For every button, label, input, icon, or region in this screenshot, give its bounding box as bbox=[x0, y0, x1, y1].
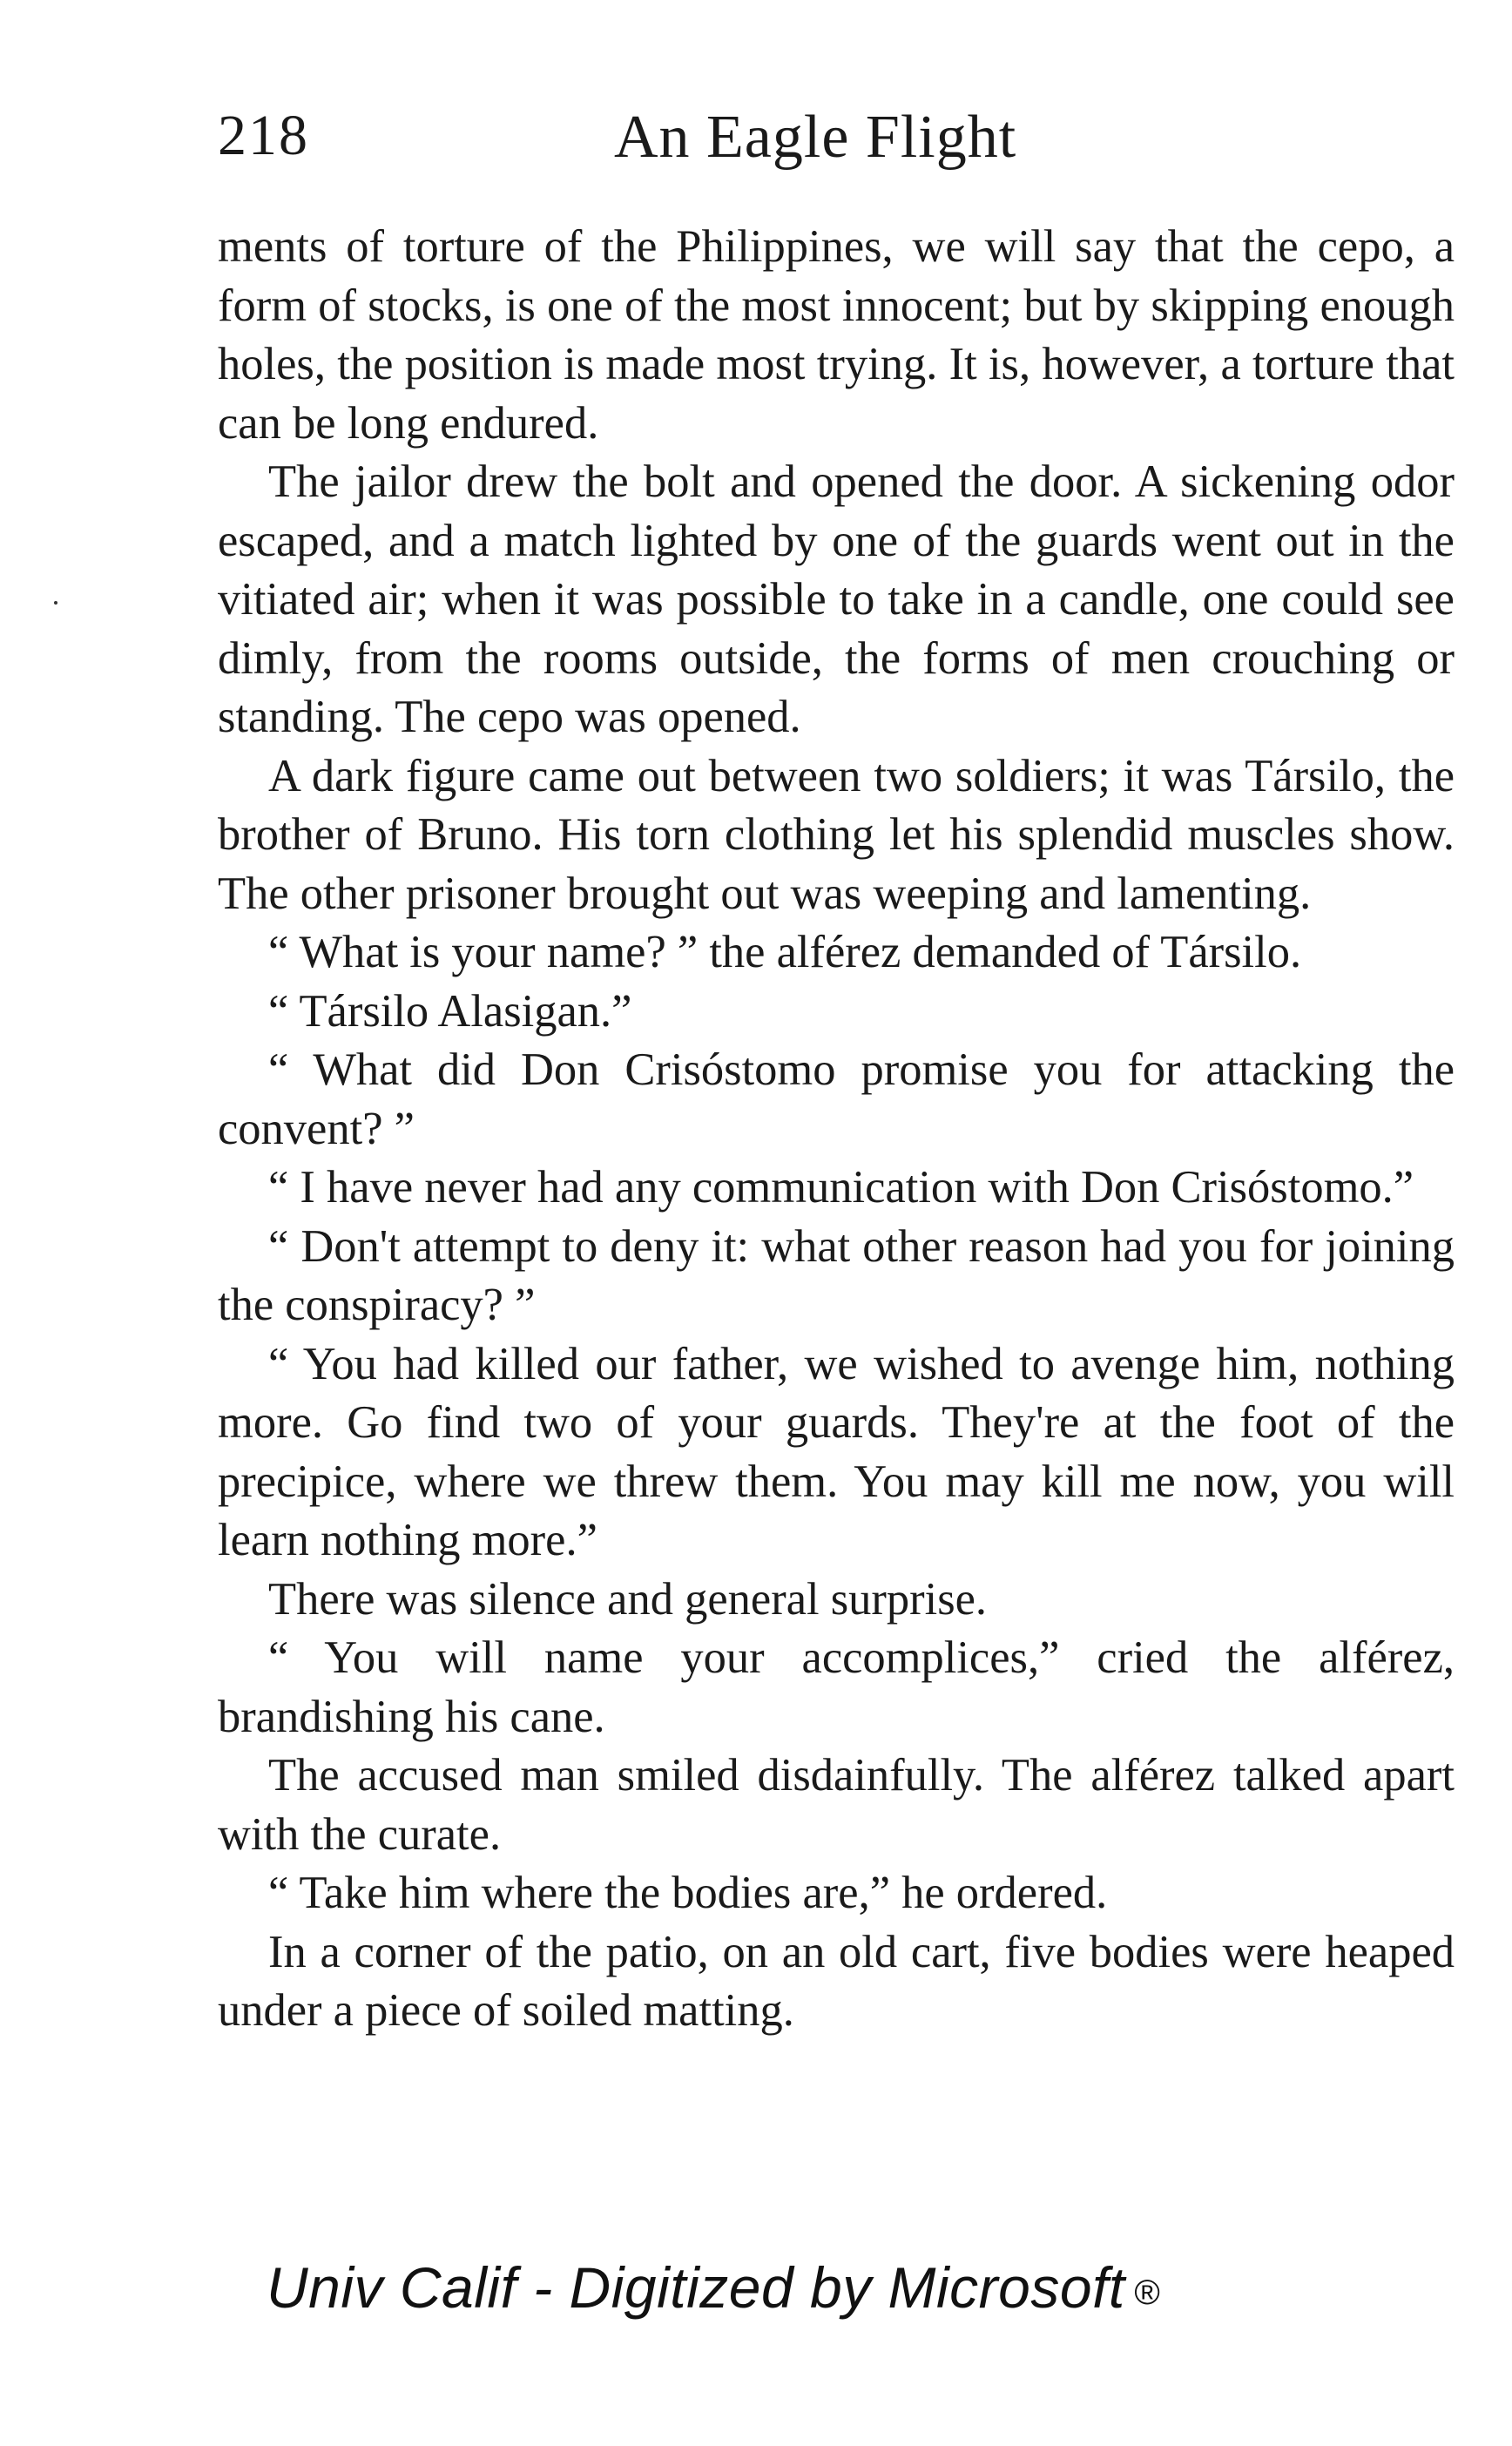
paragraph: “ What did Don Crisóstomo promise you for attacking the convent? ” bbox=[218, 1044, 1455, 1154]
page-number: 218 bbox=[218, 104, 309, 167]
paragraph: “ You will name your accomplices,” cried the alférez, brandishing his cane. bbox=[218, 1632, 1455, 1742]
paragraph: There was silence and general surprise. bbox=[268, 1573, 988, 1625]
body-text bbox=[218, 218, 1455, 2041]
watermark-mark: ® bbox=[1133, 2274, 1160, 2312]
digitization-watermark bbox=[267, 2254, 1312, 2321]
running-title: An Eagle Flight bbox=[614, 104, 1017, 171]
paragraph: “ What is your name? ” the alférez demanded of Társilo. bbox=[268, 927, 1302, 977]
margin-speck bbox=[54, 601, 57, 605]
paragraph: “ Don't attempt to deny it: what other reason had you for joining the conspiracy? ” bbox=[218, 1220, 1455, 1330]
running-header bbox=[218, 103, 1455, 181]
paragraph: The jailor drew the bolt and opened the door. A sickening odor escaped, and a match lighted by one of the guards went out in the vitiated air; when it was possible to take in a candle, one could see dimly, from the rooms outside, the forms of men crouching or standing. The cepo was opened. bbox=[218, 456, 1455, 742]
watermark-text: Univ Calif - Digitized by Microsoft bbox=[267, 2255, 1125, 2320]
paragraph: The accused man smiled disdainfully. The alférez talked apart with the curate. bbox=[218, 1750, 1455, 1860]
paragraph: ments of torture of the Philippines, we will say that the cepo, a form of stocks, is one of the most innocent; but by skipping enough holes, the position is made most trying. It is, however, a torture that can be long endured. bbox=[218, 221, 1455, 449]
paragraph: “ You had killed our father, we wished to avenge him, nothing more. Go find two of your guards. They're at the foot of the precipice, where we threw them. You may kill me now, you will learn nothing more.” bbox=[218, 1338, 1455, 1565]
paragraph: “ Take him where the bodies are,” he ordered. bbox=[268, 1868, 1108, 1918]
paragraph: “ I have never had any communication with Don Crisóstomo.” bbox=[268, 1162, 1414, 1213]
paragraph: A dark figure came out between two soldiers; it was Társilo, the brother of Bruno. His torn clothing let his splendid muscles show. The other prisoner brought out was weeping and lamenting. bbox=[218, 750, 1455, 919]
paragraph: “ Társilo Alasigan.” bbox=[268, 985, 632, 1037]
paragraph: In a corner of the patio, on an old cart, five bodies were heaped under a piece of soiled matting. bbox=[218, 1926, 1455, 2036]
